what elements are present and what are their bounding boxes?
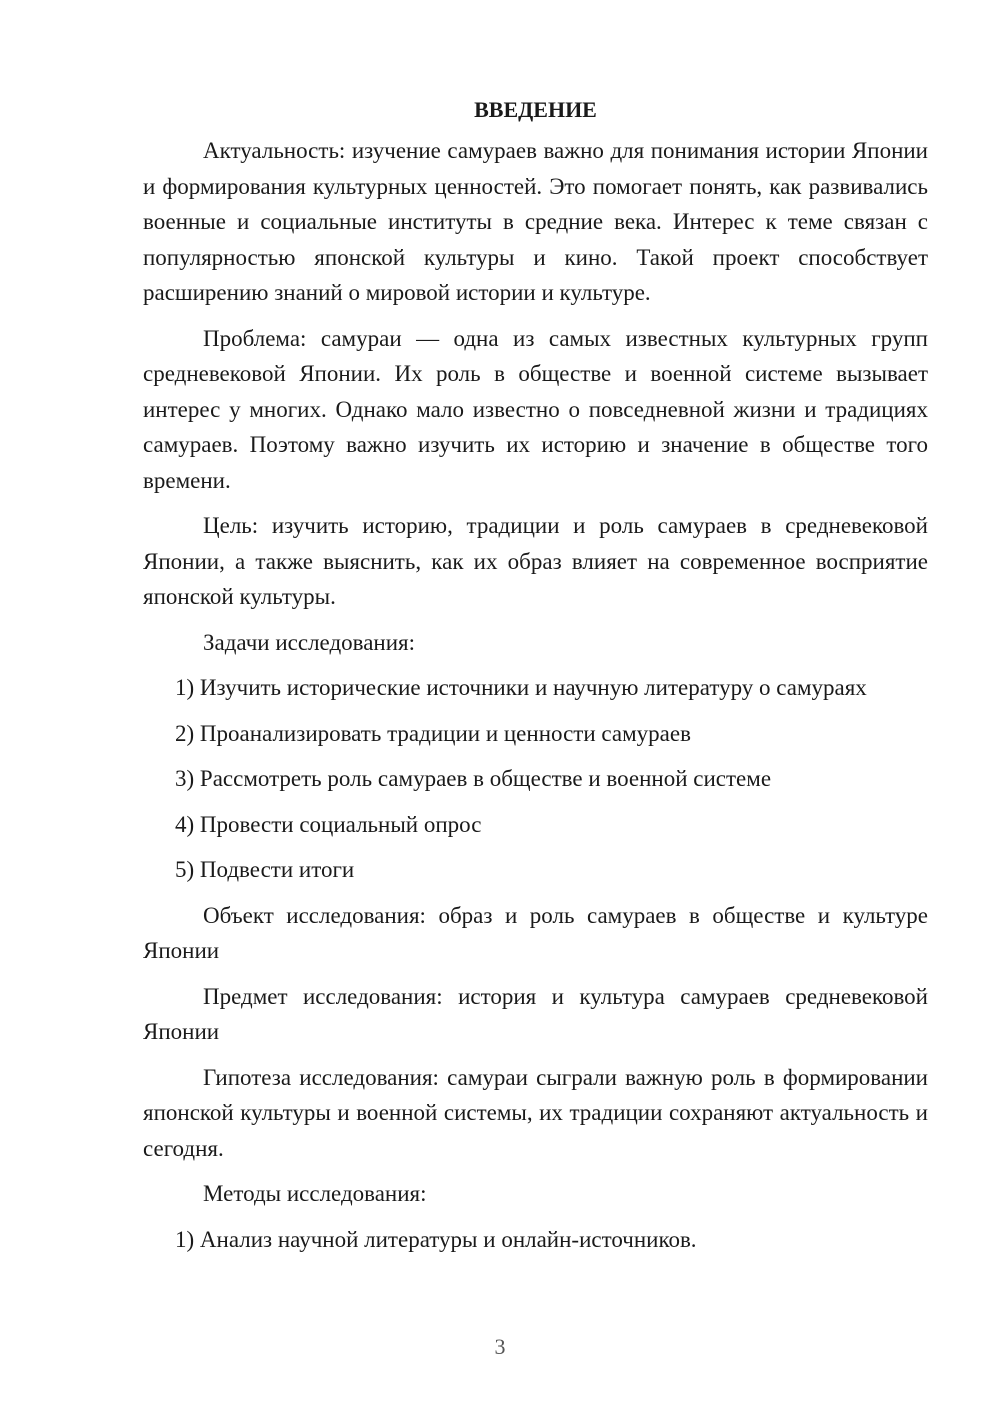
paragraph-goal: Цель: изучить историю, традиции и роль самураев в средневековой Японии, а также выяснить, как их образ влияет на современное восприятие японской культуры. <box>143 513 928 609</box>
methods-heading: Методы исследования: <box>203 1181 427 1206</box>
task-item: 5) Подвести итоги <box>175 857 355 882</box>
paragraph-object: Объект исследования: образ и роль самураев в обществе и культуре Японии <box>143 902 928 963</box>
page-content <box>143 94 928 1267</box>
paragraph-subject: Предмет исследования: история и культура самураев средневековой Японии <box>143 983 928 1044</box>
paragraph-problem: Проблема: самураи — одна из самых известных культурных групп средневековой Японии. Их роль в обществе и военной системе вызывает интерес у многих. Однако мало известно о повседневной жизни и традициях самураев. Поэтому важно изучить их историю и значение в обществе того времени. <box>143 325 928 493</box>
tasks-heading: Задачи исследования: <box>203 629 416 655</box>
task-item: 1) Изучить исторические источники и научную литературу о самураях <box>175 675 867 700</box>
task-item: 2) Проанализировать традиции и ценности самураев <box>175 720 691 746</box>
section-title: ВВЕДЕНИЕ <box>474 97 597 122</box>
paragraph-hypothesis: Гипотеза исследования: самураи сыграли важную роль в формировании японской культуры и военной системы, их традиции сохраняют актуальность и сегодня. <box>143 1064 928 1161</box>
page-number: 3 <box>494 1334 506 1359</box>
tasks-list <box>143 670 928 888</box>
method-item: 1) Анализ научной литературы и онлайн-источников. <box>175 1226 697 1252</box>
methods-list <box>143 1222 928 1258</box>
paragraph-relevance: Актуальность: изучение самураев важно для понимания истории Японии и формирования культурных ценностей. Это помогает понять, как развивались военные и социальные институты в средние века. Интерес к теме связан с популярностью японской культуры и кино. Такой проект способствует расширению знаний о мировой истории и культуре. <box>143 138 928 305</box>
task-item: 4) Провести социальный опрос <box>175 811 482 837</box>
task-item: 3) Рассмотреть роль самураев в обществе и военной системе <box>175 766 772 791</box>
